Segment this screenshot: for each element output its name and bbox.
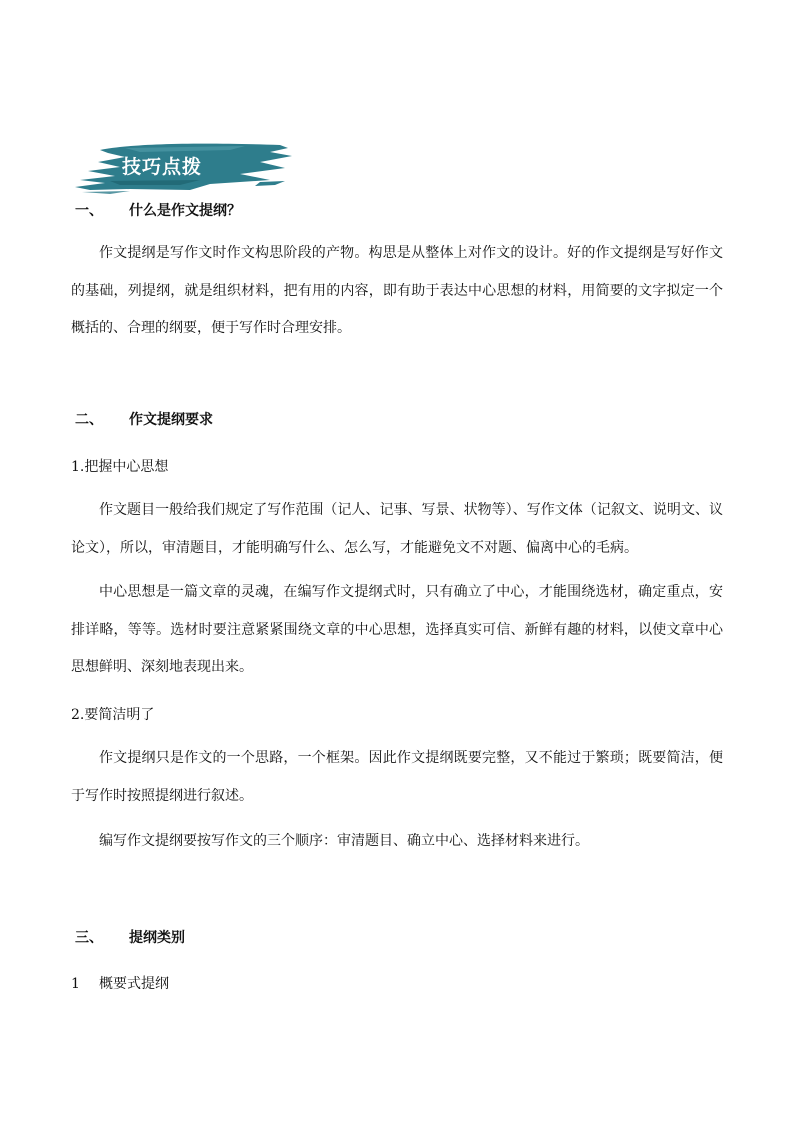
section-3-heading (75, 927, 185, 947)
section-2-number: 二、 (75, 412, 103, 428)
section-3-subheading-1 (71, 973, 169, 993)
section-2-paragraph-4: 编写作文提纲要按写作文的三个顺序：审清题目、确立中心、选择材料来进行。 (99, 833, 589, 849)
section-3-number: 三、 (75, 930, 103, 946)
section-1-heading (75, 200, 241, 220)
section-3-sub-number: 1 (71, 976, 80, 992)
section-3-sub-text: 概要式提纲 (99, 976, 169, 992)
section-2-paragraph-1: 作文题目一般给我们规定了写作范围（记人、记事、写景、状物等）、写作文体（记叙文、说明文、议论文），所以，审清题目，才能明确写什么、怎么写，才能避免文不对题、偏离中心的毛病。 (71, 502, 723, 556)
section-3-title: 提纲类别 (129, 930, 185, 946)
section-2-title: 作文提纲要求 (129, 412, 213, 428)
section-2-subheading-1: 1.把握中心思想 (71, 459, 169, 475)
section-1-paragraph: 作文提纲是写作文时作文构思阶段的产物。构思是从整体上对作文的设计。好的作文提纲是写好作文的基础，列提纲，就是组织材料，把有用的内容，即有助于表达中心思想的材料，用简要的文字拟定一个概括的、合理的纲要，便于写作时合理安排。 (71, 245, 723, 336)
section-2-paragraph-3: 作文提纲只是作文的一个思路，一个框架。因此作文提纲既要完整，又不能过于繁琐；既要简洁，便于写作时按照提纲进行叙述。 (71, 750, 723, 804)
banner-title: 技巧点拨 (122, 156, 203, 178)
section-2-subheading-2: 2.要简洁明了 (71, 707, 155, 723)
section-1-number: 一、 (75, 203, 103, 219)
section-1-title: 什么是作文提纲？ (129, 203, 241, 219)
section-2-heading (75, 409, 213, 429)
section-2-paragraph-2: 中心思想是一篇文章的灵魂，在编写作文提纲式时，只有确立了中心，才能围绕选材，确定重点，安排详略，等等。选材时要注意紧紧围绕文章的中心思想，选择真实可信、新鲜有趣的材料，以使文章中心思想鲜明、深刻地表现出来。 (71, 584, 723, 675)
section-banner (70, 140, 295, 196)
